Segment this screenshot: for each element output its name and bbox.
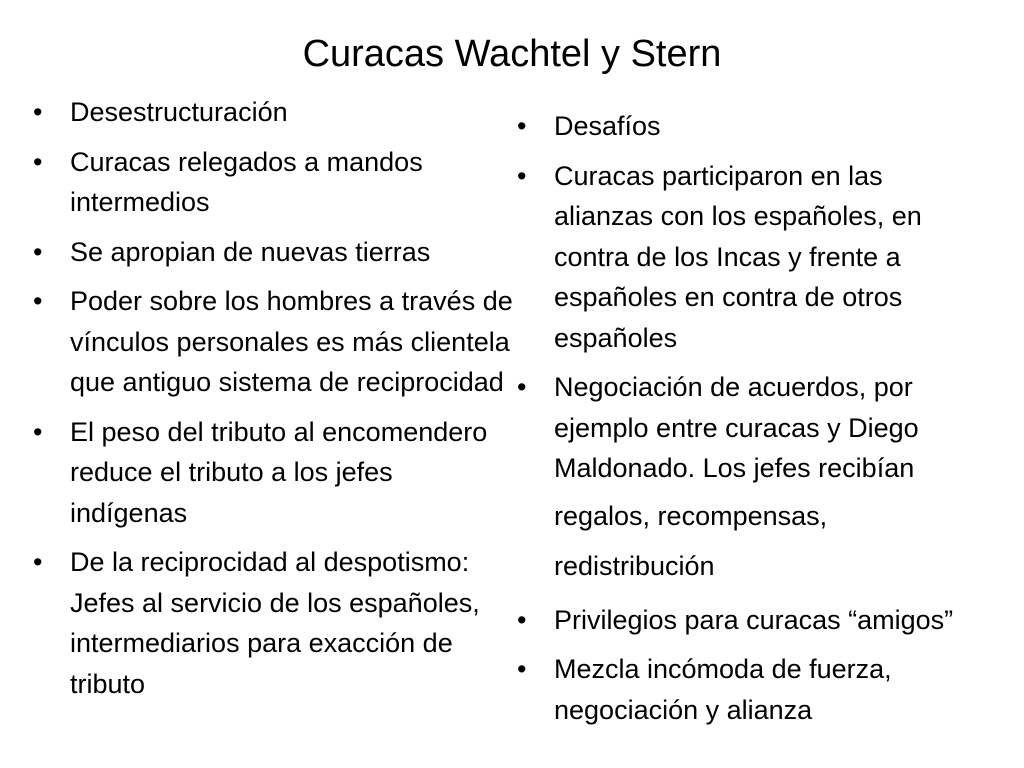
bullet-icon: • [33,97,43,127]
bullet-text [554,367,982,591]
list-item [28,142,513,223]
bullet-text: El peso del tributo al encomendero reduce el tributo a los jefes indígenas [70,416,488,528]
bullet-icon: • [517,604,527,635]
bullet-icon: • [517,654,527,684]
bullet-text: De la reciprocidad al despotismo: Jefes al servicio de los españoles, intermediarios para exacción de tributo [70,547,480,699]
bullet-text: Desestructuración [70,97,288,127]
bullet-icon: • [33,416,43,447]
slide-title: Curacas Wachtel y Stern [302,33,722,75]
list-item [28,281,513,403]
list-item [512,106,982,147]
list-item [512,367,982,591]
bullet-icon: • [517,111,527,141]
bullet-text: Mezcla incómoda de fuerza, negociación y alianza [554,654,892,725]
bullet-icon: • [33,146,43,177]
list-item [28,542,513,704]
bullet-icon: • [517,160,527,191]
left-bullet-list [28,92,513,713]
bullet-text: Curacas relegados a mandos intermedios [70,146,423,217]
bullet-icon: • [33,236,43,267]
bullet-text-main: Negociación de acuerdos, por ejemplo entre curacas y Diego Maldonado. Los jefes recibían [554,372,919,483]
bullet-text: Se apropian de nuevas tierras [70,236,431,267]
bullet-text: Curacas participaron en las alianzas con los españoles, en contra de los Incas y frente a españoles en contra de otros españoles [554,160,922,353]
bullet-text: Desafíos [554,111,661,141]
bullet-icon: • [33,547,43,577]
list-item [512,156,982,359]
bullet-text-continuation: regalos, recompensas, redistribución [554,500,828,581]
list-item [28,232,513,273]
right-bullet-list [512,106,982,739]
bullet-text: Poder sobre los hombres a través de vínculos personales es más clientela que antiguo sistema de reciprocidad [70,286,513,397]
bullet-icon: • [33,286,43,316]
bullet-text: Privilegios para curacas “amigos” [554,604,954,635]
list-item [28,92,513,133]
list-item [28,412,513,534]
bullet-icon: • [517,372,527,402]
list-item [512,649,982,730]
list-item [512,600,982,641]
